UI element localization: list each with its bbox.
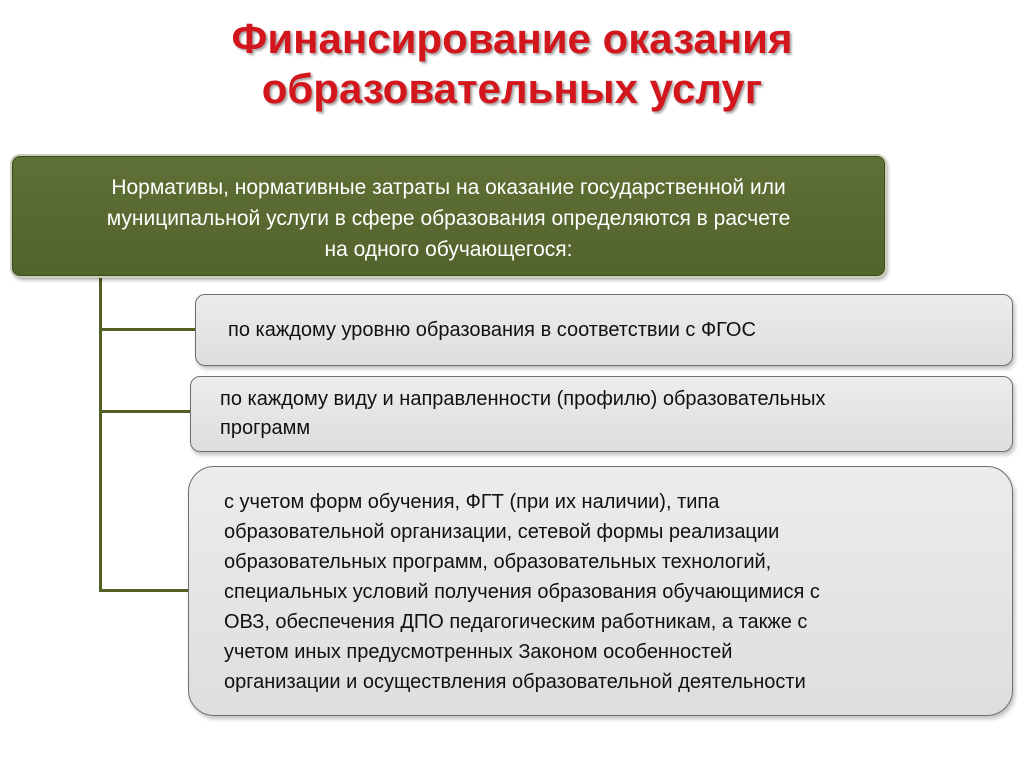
- child-text-line: ОВЗ, обеспечения ДПО педагогическим работникам, а также с: [224, 611, 808, 633]
- connector-branch-2: [99, 410, 191, 413]
- root-text-line: на одного обучающегося:: [324, 238, 573, 261]
- slide-title: [0, 14, 1024, 114]
- child-text-line: образовательной организации, сетевой формы реализации: [224, 521, 780, 543]
- root-text-line: муниципальной услуги в сфере образования определяются в расчете: [106, 207, 791, 230]
- child-node-level: [195, 294, 1013, 366]
- child-text-line: по каждому виду и направленности (профилю) образовательных: [220, 388, 826, 410]
- root-node: [12, 156, 885, 276]
- child-text-line: по каждому уровню образования в соответствии с ФГОС: [228, 319, 756, 341]
- connector-trunk: [99, 276, 102, 592]
- root-text-line: Нормативы, нормативные затраты на оказание государственной или: [111, 176, 786, 199]
- title-line-2: образовательных услуг: [261, 65, 763, 112]
- child-text-line: программ: [220, 417, 311, 439]
- child-text-line: с учетом форм обучения, ФГТ (при их наличии), типа: [224, 491, 720, 513]
- child-node-program-type: [190, 376, 1013, 452]
- child-node-conditions: [188, 466, 1013, 716]
- connector-branch-3: [99, 589, 189, 592]
- child-text-line: образовательных программ, образовательных технологий,: [224, 551, 772, 573]
- connector-branch-1: [99, 328, 196, 331]
- title-line-1: Финансирование оказания: [231, 15, 793, 62]
- child-text-line: специальных условий получения образования обучающимися с: [224, 581, 820, 603]
- child-text-line: учетом иных предусмотренных Законом особенностей: [224, 641, 733, 663]
- child-text-line: организации и осуществления образовательной деятельности: [224, 671, 806, 693]
